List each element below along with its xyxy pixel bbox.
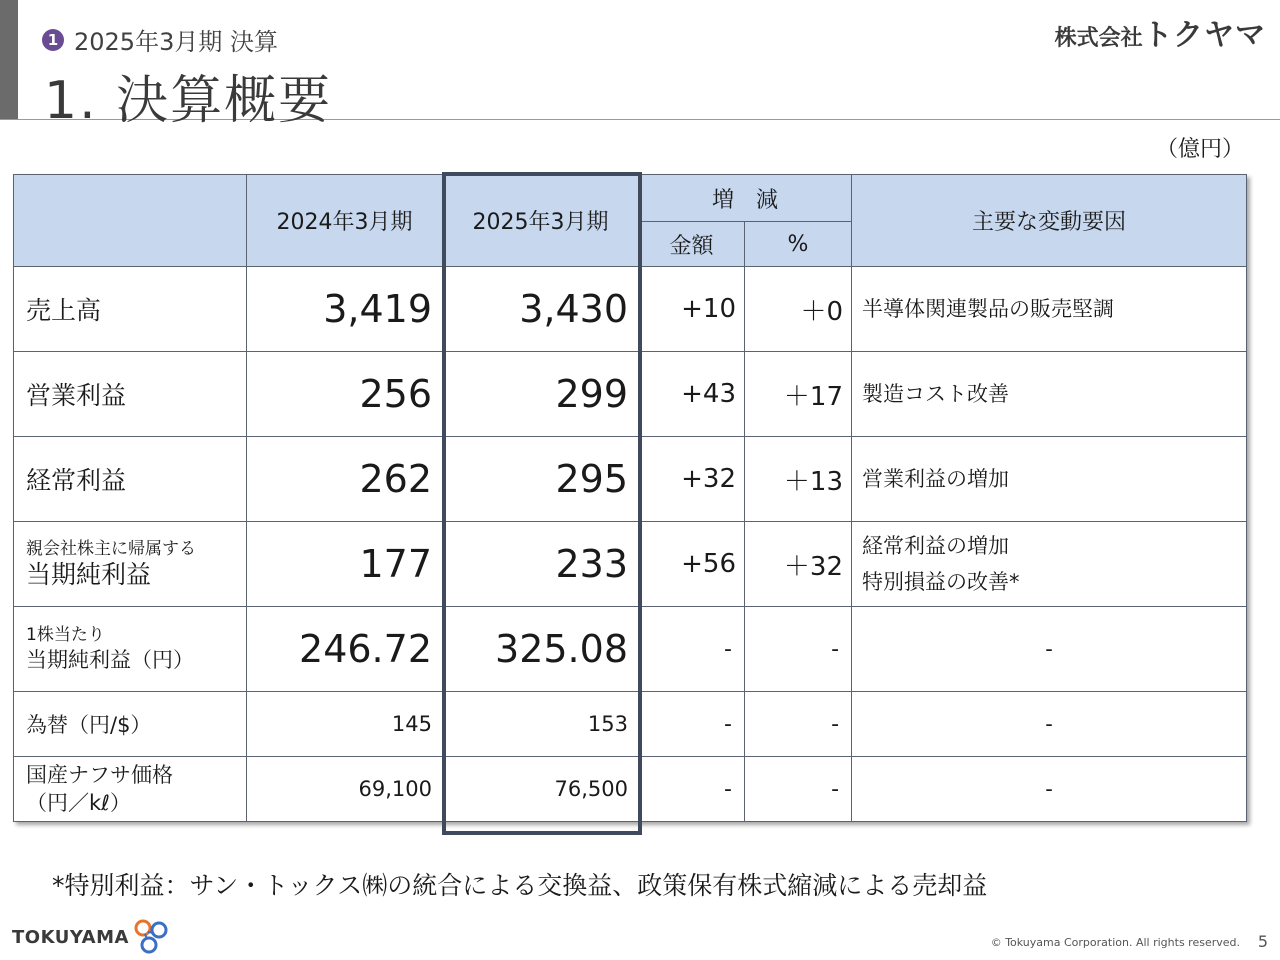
table-row bbox=[14, 437, 1247, 522]
change-percent: ＋0 bbox=[745, 267, 852, 352]
change-factor-line: 経常利益の増加 bbox=[862, 534, 1010, 558]
change-percent: ＋13 bbox=[745, 437, 852, 522]
row-label-main: 当期純利益（円） bbox=[26, 648, 194, 672]
change-amount: +43 bbox=[639, 352, 745, 437]
table-row bbox=[14, 352, 1247, 437]
value-fy2025: 325.08 bbox=[443, 607, 639, 692]
change-percent: ＋32 bbox=[745, 522, 852, 607]
value-fy2024: 177 bbox=[247, 522, 443, 607]
header-percent: % bbox=[745, 222, 852, 267]
table-row bbox=[14, 522, 1247, 607]
company-prefix: 株式会社 bbox=[1054, 26, 1143, 51]
value-fy2024: 145 bbox=[247, 692, 443, 757]
change-amount: - bbox=[639, 607, 745, 692]
row-label: 売上高 bbox=[14, 267, 247, 352]
table-header-row bbox=[14, 175, 1247, 222]
table-row bbox=[14, 607, 1247, 692]
change-amount: - bbox=[639, 757, 745, 822]
row-label-prefix: 1株当たり bbox=[26, 625, 105, 645]
footer-logo bbox=[12, 918, 171, 956]
page-number: 5 bbox=[1257, 932, 1268, 951]
value-fy2024: 69,100 bbox=[247, 757, 443, 822]
row-label-main: 国産ナフサ価格 bbox=[26, 763, 173, 787]
row-label: 経常利益 bbox=[14, 437, 247, 522]
change-factor-line: 特別損益の改善* bbox=[862, 570, 1020, 594]
value-fy2025: 299 bbox=[443, 352, 639, 437]
value-fy2025: 76,500 bbox=[443, 757, 639, 822]
copyright-text: © Tokuyama Corporation. All rights reserved. bbox=[990, 936, 1240, 949]
change-percent: - bbox=[745, 692, 852, 757]
row-label-prefix: 親会社株主に帰属する bbox=[26, 539, 196, 559]
footer-logo-text: TOKUYAMA bbox=[12, 926, 129, 948]
unit-label: （億円） bbox=[1155, 137, 1244, 162]
header-fy2024: 2024年3月期 bbox=[247, 175, 443, 267]
header-factors: 主要な変動要因 bbox=[852, 175, 1247, 267]
header-change: 増 減 bbox=[639, 175, 852, 222]
header-blank-cell bbox=[14, 175, 247, 267]
change-factor: - bbox=[852, 757, 1247, 822]
page-title: 1. 決算概要 bbox=[44, 71, 333, 131]
row-label: 為替（円/$） bbox=[14, 692, 247, 757]
value-fy2024: 3,419 bbox=[247, 267, 443, 352]
row-label-unit: （円／kℓ） bbox=[26, 791, 131, 815]
table-row bbox=[14, 757, 1247, 822]
change-amount: +10 bbox=[639, 267, 745, 352]
row-label-main: 当期純利益 bbox=[26, 560, 152, 589]
change-amount: - bbox=[639, 692, 745, 757]
company-name: トクヤマ bbox=[1142, 18, 1266, 53]
value-fy2024: 246.72 bbox=[247, 607, 443, 692]
value-fy2025: 3,430 bbox=[443, 267, 639, 352]
change-amount: +56 bbox=[639, 522, 745, 607]
row-label bbox=[14, 757, 247, 822]
value-fy2025: 233 bbox=[443, 522, 639, 607]
section-label bbox=[42, 22, 278, 57]
change-factor: - bbox=[852, 607, 1247, 692]
section-number-badge: 1 bbox=[42, 29, 64, 51]
row-label: 営業利益 bbox=[14, 352, 247, 437]
table-row bbox=[14, 692, 1247, 757]
value-fy2024: 256 bbox=[247, 352, 443, 437]
change-percent: ＋17 bbox=[745, 352, 852, 437]
table-row bbox=[14, 267, 1247, 352]
tokuyama-emblem-icon bbox=[131, 918, 171, 956]
change-factor: 半導体関連製品の販売堅調 bbox=[852, 267, 1247, 352]
change-percent: - bbox=[745, 757, 852, 822]
results-summary-table bbox=[13, 174, 1247, 822]
change-factor bbox=[852, 522, 1247, 607]
change-percent: - bbox=[745, 607, 852, 692]
row-label bbox=[14, 522, 247, 607]
change-amount: +32 bbox=[639, 437, 745, 522]
value-fy2024: 262 bbox=[247, 437, 443, 522]
value-fy2025: 295 bbox=[443, 437, 639, 522]
change-factor: 製造コスト改善 bbox=[852, 352, 1247, 437]
company-logo bbox=[1055, 10, 1266, 54]
change-factor: 営業利益の増加 bbox=[852, 437, 1247, 522]
row-label bbox=[14, 607, 247, 692]
header-amount: 金額 bbox=[639, 222, 745, 267]
change-factor: - bbox=[852, 692, 1247, 757]
header-fy2025: 2025年3月期 bbox=[443, 175, 639, 267]
footnote: *特別利益：サン・トックス㈱の統合による交換益、政策保有株式縮減による売却益 bbox=[52, 871, 988, 900]
section-label-text: 2025年3月期 決算 bbox=[74, 28, 278, 56]
header-accent-bar bbox=[0, 0, 18, 120]
value-fy2025: 153 bbox=[443, 692, 639, 757]
